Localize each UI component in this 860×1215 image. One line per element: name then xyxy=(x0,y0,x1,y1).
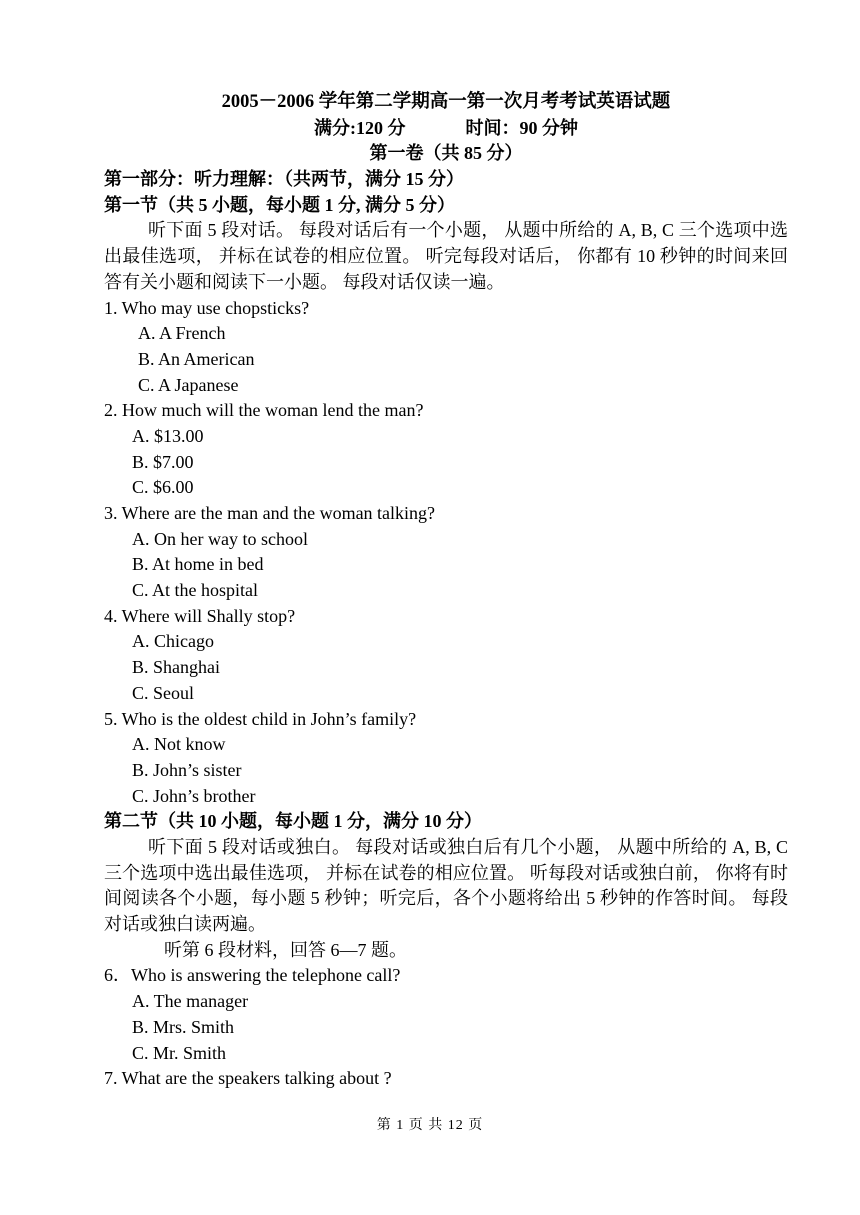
question-text: 6．Who is answering the telephone call? xyxy=(104,965,401,986)
exam-page xyxy=(104,90,788,1092)
option-c: C. Seoul xyxy=(132,682,195,703)
question-6 xyxy=(104,963,788,1066)
option-b: B. $7.00 xyxy=(132,451,194,472)
option-a: A. Chicago xyxy=(132,631,214,652)
option-a: A. A French xyxy=(138,323,226,344)
question-4 xyxy=(104,604,788,707)
option-a: A. On her way to school xyxy=(132,528,308,549)
option-b: B. At home in bed xyxy=(132,554,264,575)
section2-heading: 第二节（共 10 小题，每小题 1 分，满分 10 分） xyxy=(104,811,482,832)
option-a: A. The manager xyxy=(132,991,249,1012)
question-text: 4. Where will Shally stop? xyxy=(104,605,296,626)
page-footer: 第 1 页 共 12 页 xyxy=(376,1118,484,1133)
exam-meta xyxy=(104,116,788,142)
section2-instruction: 听下面 5 段对话或独白。 每段对话或独白后有几个小题， 从题中所给的 A, B, C 三个选项中选出最佳选项， 并标在试卷的相应位置。 听每段对话或独白前， 你将有时间阅读各个小题，每小题 5 秒钟；听完后，各个小题将给出 5 秒钟的作答时间。 每段对话或独白读两遍。 xyxy=(104,836,788,935)
question-2 xyxy=(104,398,788,501)
volume-heading: 第一卷（共 85 分） xyxy=(369,143,523,164)
option-b: B. An American xyxy=(138,348,255,369)
question-text: 7. What are the speakers talking about ? xyxy=(104,1068,392,1089)
section1-heading: 第一节（共 5 小题，每小题 1 分, 满分 5 分） xyxy=(104,194,455,215)
option-a: A. $13.00 xyxy=(132,425,204,446)
option-c: C. At the hospital xyxy=(132,580,258,601)
question-text: 3. Where are the man and the woman talking? xyxy=(104,503,436,524)
section2-subinstruction: 听第 6 段材料，回答 6—7 题。 xyxy=(164,939,407,960)
option-c: C. $6.00 xyxy=(132,477,194,498)
question-5 xyxy=(104,707,788,810)
option-a: A. Not know xyxy=(132,734,226,755)
part1-heading: 第一部分：听力理解：（共两节，满分 15 分） xyxy=(104,169,464,190)
question-3 xyxy=(104,501,788,604)
exam-time: 时间：90 分钟 xyxy=(465,117,578,138)
question-1 xyxy=(104,296,788,399)
question-text: 2. How much will the woman lend the man? xyxy=(104,400,424,421)
option-b: B. John’s sister xyxy=(132,759,242,780)
section1-questions xyxy=(104,296,788,810)
question-7 xyxy=(104,1066,788,1092)
question-text: 5. Who is the oldest child in John’s family? xyxy=(104,708,417,729)
option-b: B. Shanghai xyxy=(132,657,220,678)
question-text: 1. Who may use chopsticks? xyxy=(104,297,310,318)
option-c: C. John’s brother xyxy=(132,785,256,806)
section2-questions xyxy=(104,963,788,1091)
option-c: C. A Japanese xyxy=(138,374,239,395)
exam-title: 2005－2006 学年第二学期高一第一次月考考试英语试题 xyxy=(221,92,671,112)
option-b: B. Mrs. Smith xyxy=(132,1016,235,1037)
option-c: C. Mr. Smith xyxy=(132,1042,227,1063)
full-score: 满分:120 分 xyxy=(314,117,406,138)
section1-instruction: 听下面 5 段对话。 每段对话后有一个小题， 从题中所给的 A, B, C 三个选项中选出最佳选项， 并标在试卷的相应位置。 听完每段对话后， 你都有 10 秒钟的时间来回答有关小题和阅读下一小题。 每段对话仅读一遍。 xyxy=(104,220,788,292)
